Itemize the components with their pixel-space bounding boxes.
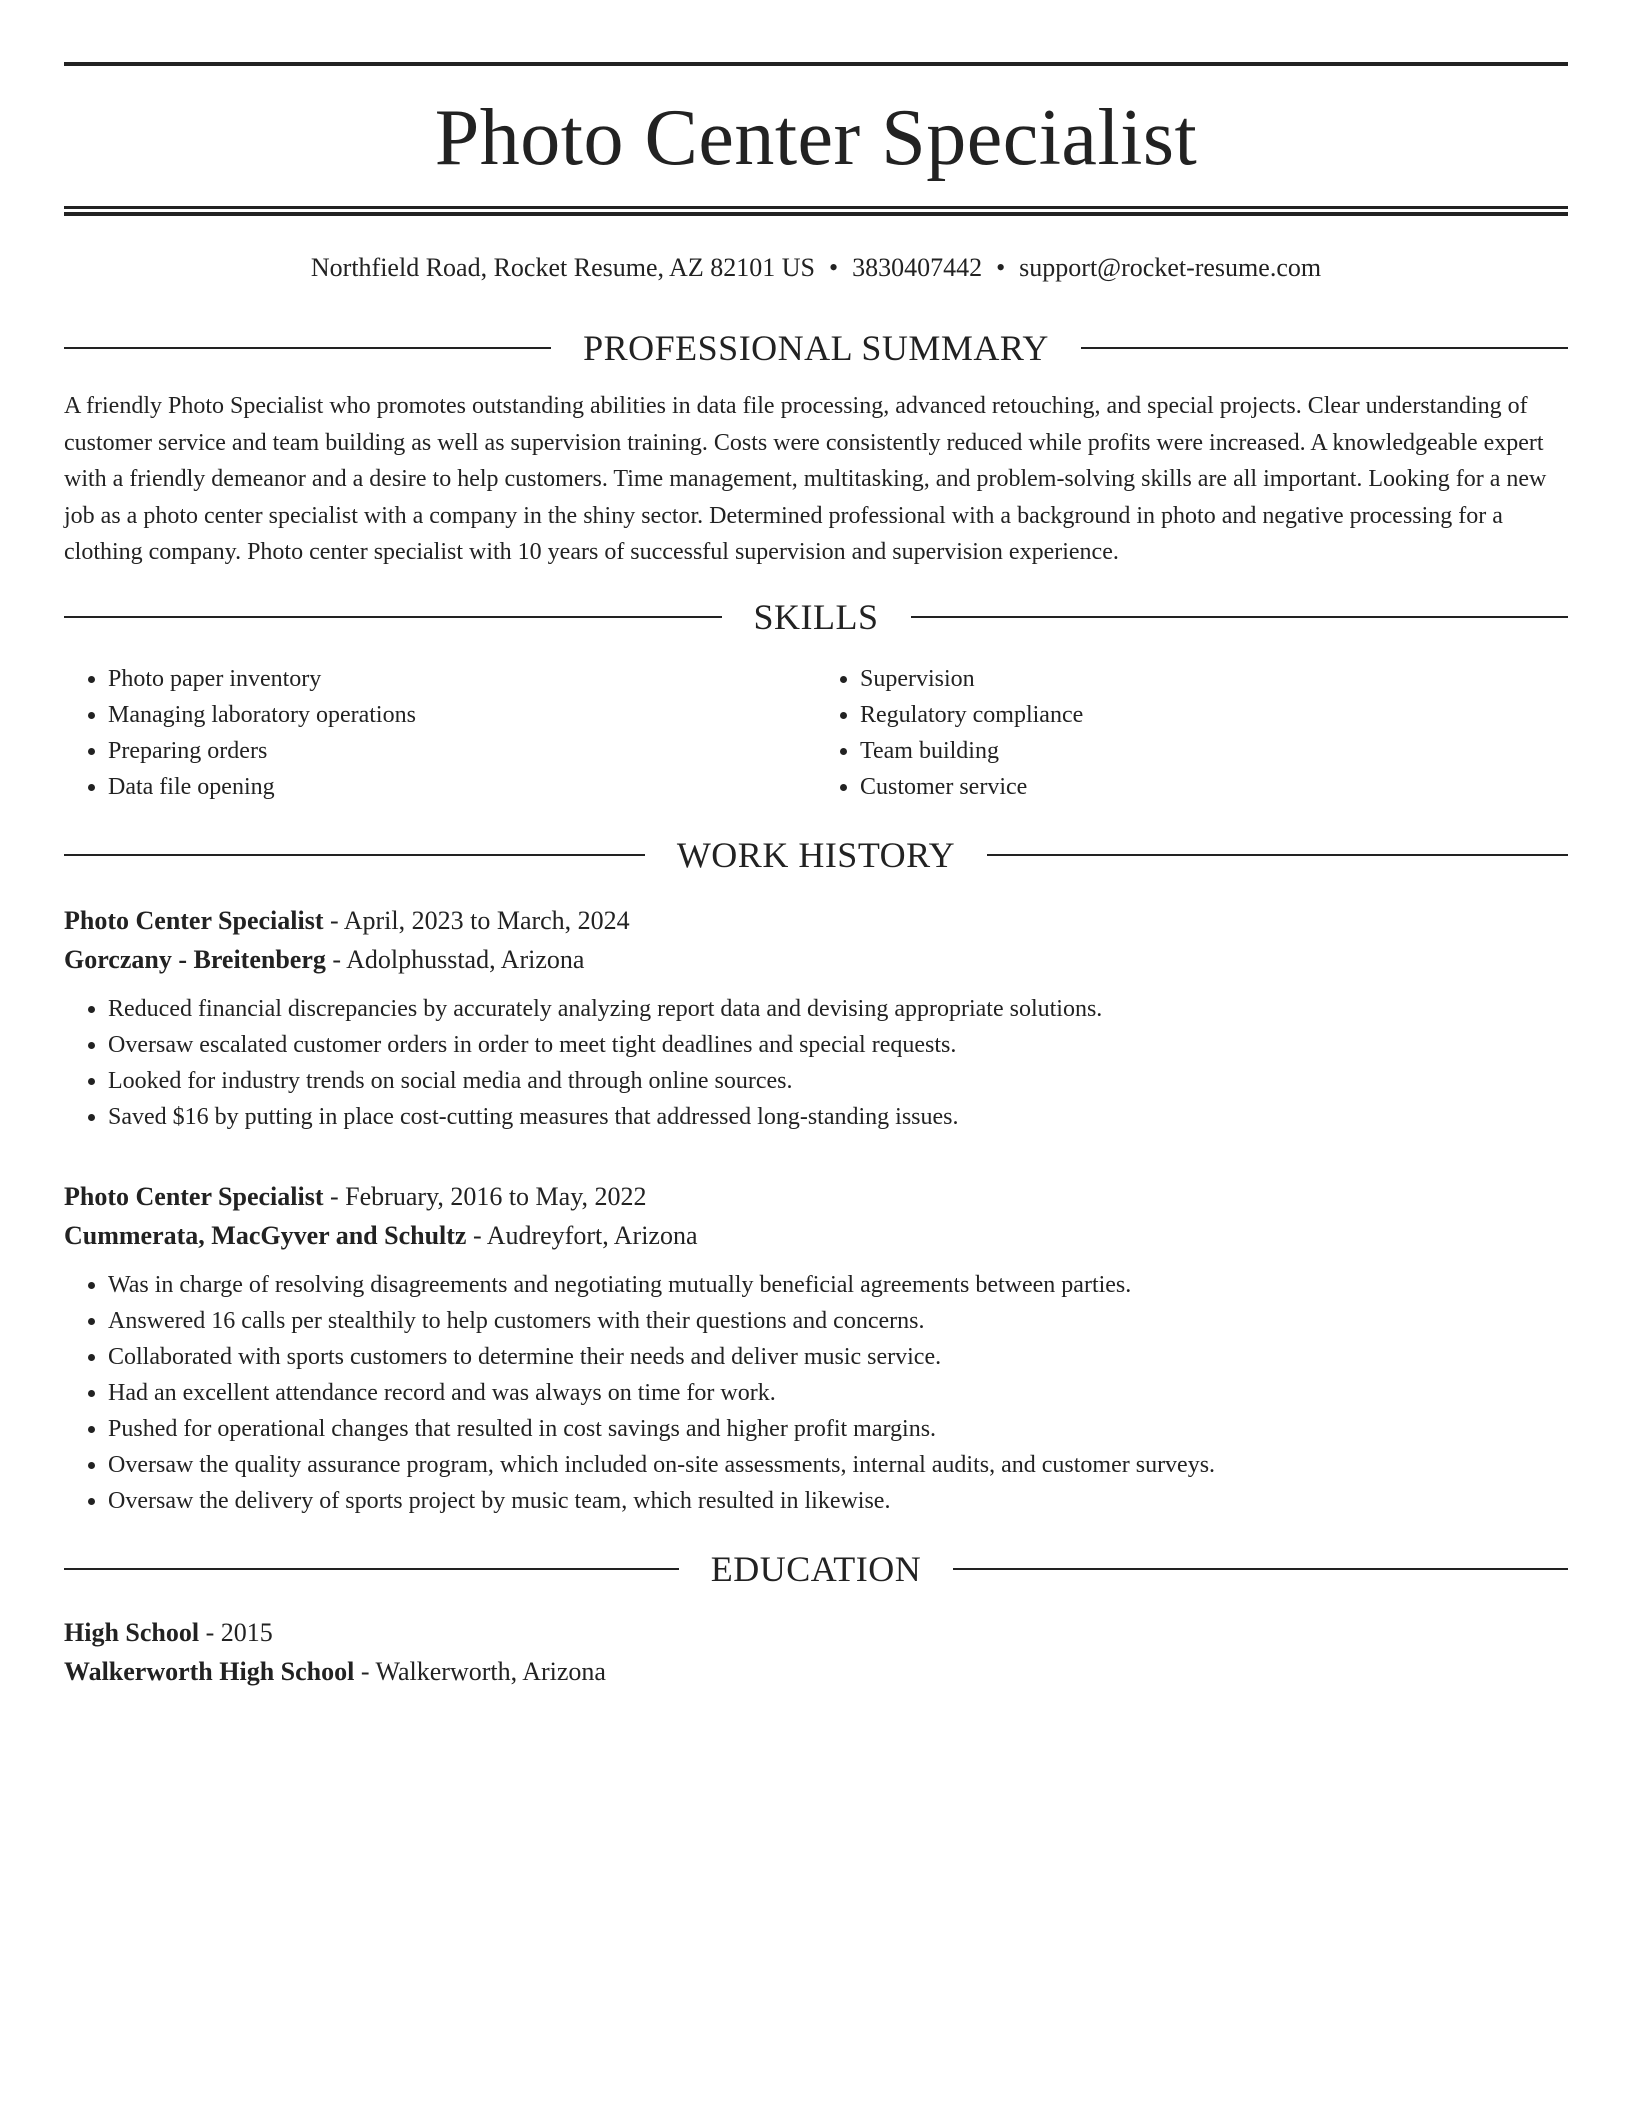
section-heading-work [64, 835, 1568, 875]
skill-item: • Data file opening [108, 769, 816, 805]
job-location: - Adolphusstad, Arizona [325, 944, 585, 974]
double-rule [64, 206, 1568, 216]
job-title-line [64, 901, 1568, 940]
summary-text: A friendly Photo Specialist who promotes outstanding abilities in data file processing, advanced retouching, and special projects. Clear understanding of customer service and team building as well as supervision training. Costs were consistently reduced while profits were increased. A knowledgeable expert with a friendly demeanor and a desire to help customers. Time management, multitasking, and problem-solving skills are all important. Looking for a new job as a photo center specialist with a company in the shiny sector. Determined professional with a background in photo and negative processing for a clothing company. Photo center specialist with 10 years of successful supervision and supervision experience. [64, 393, 1547, 565]
job-title: Photo Center Specialist [64, 1181, 324, 1211]
job-title: Photo Center Specialist [64, 905, 324, 935]
section-heading-skills [64, 597, 1568, 637]
heading-rule [64, 347, 551, 349]
job-title-line [64, 1177, 1568, 1216]
education-degree: High School [64, 1617, 200, 1647]
job-dates: - February, 2016 to May, 2022 [323, 1181, 647, 1211]
education-location: - Walkerworth, Arizona [354, 1656, 606, 1686]
job-company: Cummerata, MacGyver and Schultz [64, 1220, 467, 1250]
section-title: PROFESSIONAL SUMMARY [583, 328, 1049, 368]
skill-item: • Regulatory compliance [860, 697, 1568, 733]
education-degree-line [64, 1613, 1568, 1652]
contact-email: support@rocket-resume.com [1019, 253, 1322, 282]
contact-line [64, 250, 1568, 286]
heading-rule [1081, 347, 1568, 349]
skill-item: • Customer service [860, 769, 1568, 805]
education-school: Walkerworth High School [64, 1656, 355, 1686]
education-entry [64, 1613, 1568, 1691]
job-bullet: • Looked for industry trends on social media and through online sources. [108, 1063, 1568, 1099]
contact-address: Northfield Road, Rocket Resume, AZ 82101 US [310, 253, 815, 282]
skills-column-right [816, 661, 1568, 805]
section-heading-summary [64, 328, 1568, 368]
job-bullets [64, 991, 1568, 1135]
section-title: WORK HISTORY [676, 834, 956, 875]
skill-item: • Team building [860, 733, 1568, 769]
section-heading-education [64, 1549, 1568, 1589]
heading-rule [64, 616, 722, 618]
skills-column-left [64, 661, 816, 805]
heading-rule [953, 1568, 1568, 1570]
education-year: - 2015 [199, 1617, 273, 1647]
heading-rule [64, 1568, 679, 1570]
job-bullet: • Pushed for operational changes that resulted in cost savings and higher profit margins. [108, 1411, 1568, 1447]
job-bullet: • Saved $16 by putting in place cost-cutting measures that addressed long-standing issues. [108, 1099, 1568, 1135]
job-company: Gorczany - Breitenberg [64, 944, 326, 974]
heading-rule [911, 616, 1569, 618]
contact-phone: 3830407442 [852, 253, 983, 282]
section-title: SKILLS [753, 596, 879, 637]
candidate-name: Photo Center Specialist [434, 94, 1198, 182]
contact-separator: • [828, 253, 839, 282]
job-company-line [64, 940, 1568, 979]
skills-list [64, 661, 1568, 805]
heading-rule [987, 854, 1568, 856]
skill-item: • Managing laboratory operations [108, 697, 816, 733]
top-rule [64, 62, 1568, 66]
heading-rule [64, 854, 645, 856]
job-dates: - April, 2023 to March, 2024 [323, 905, 630, 935]
job-location: - Audreyfort, Arizona [466, 1220, 698, 1250]
education-school-line [64, 1652, 1568, 1691]
job-bullet: • Was in charge of resolving disagreements and negotiating mutually beneficial agreements between parties. [108, 1267, 1568, 1303]
skill-item: • Photo paper inventory [108, 661, 816, 697]
job-entry [64, 1177, 1568, 1519]
job-bullet: • Had an excellent attendance record and was always on time for work. [108, 1375, 1568, 1411]
section-title: EDUCATION [710, 1548, 922, 1589]
job-bullet: • Answered 16 calls per stealthily to help customers with their questions and concerns. [108, 1303, 1568, 1339]
job-bullet: • Oversaw the delivery of sports project by music team, which resulted in likewise. [108, 1483, 1568, 1519]
contact-separator: • [996, 253, 1006, 282]
job-bullet: • Reduced financial discrepancies by accurately analyzing report data and devising appropriate solutions. [108, 991, 1568, 1027]
job-bullets [64, 1267, 1568, 1519]
skill-item: • Preparing orders [108, 733, 816, 769]
job-bullet: • Oversaw escalated customer orders in order to meet tight deadlines and special requests. [108, 1027, 1568, 1063]
job-company-line [64, 1216, 1568, 1255]
job-bullet: • Oversaw the quality assurance program, which included on-site assessments, internal audits, and customer surveys. [108, 1447, 1568, 1483]
job-entry [64, 901, 1568, 1135]
job-bullet: • Collaborated with sports customers to determine their needs and deliver music service. [108, 1339, 1568, 1375]
skill-item: • Supervision [860, 661, 1568, 697]
